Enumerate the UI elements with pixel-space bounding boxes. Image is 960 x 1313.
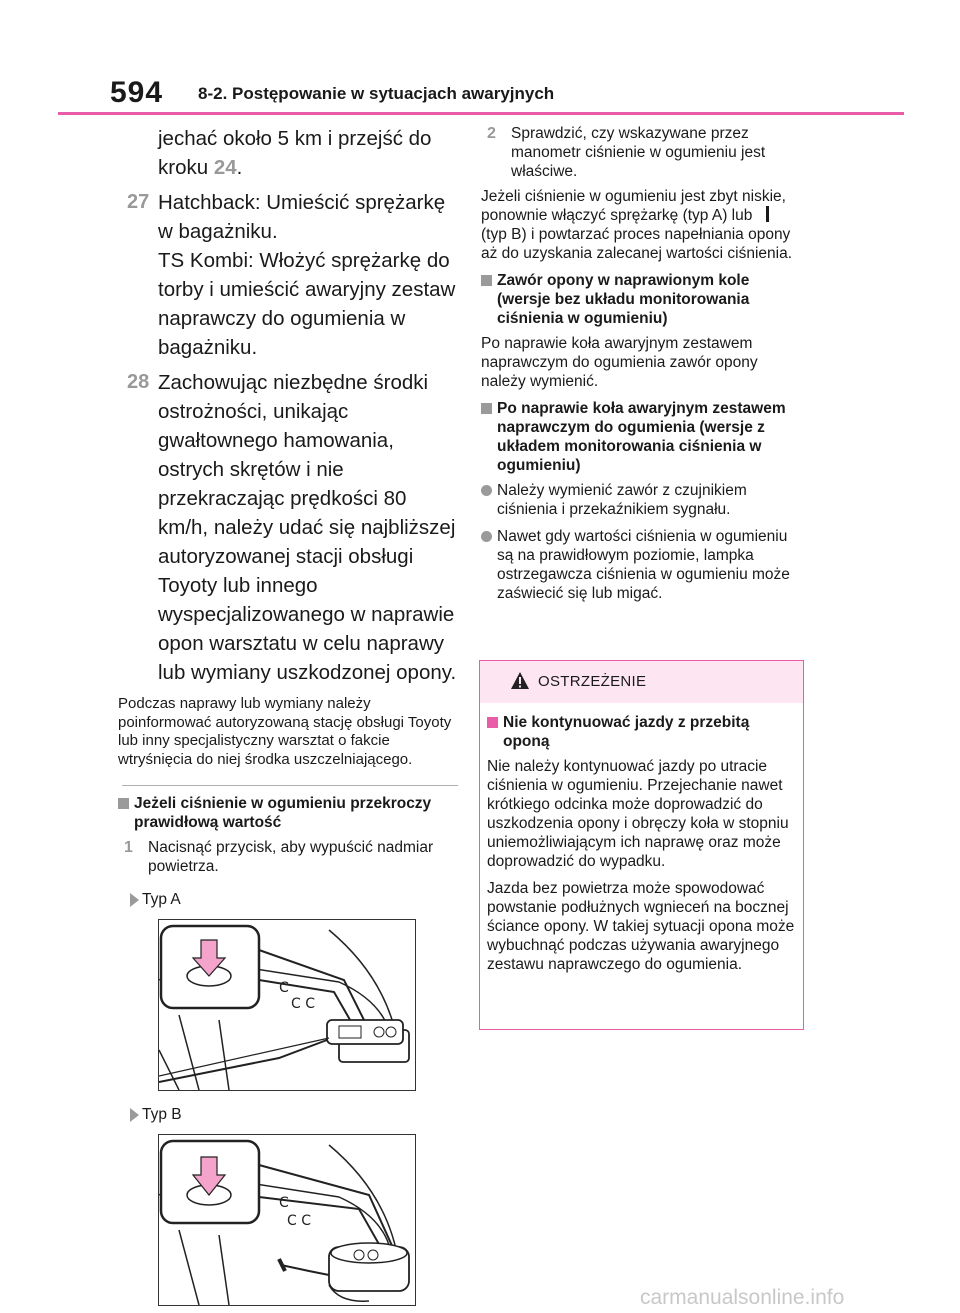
heading-after-repair: Po naprawie koła awaryjnym zestawem naprawczym do ogumienia (wersje z układem monitorowania ciśnienia w ogumieniu): [481, 399, 804, 475]
valve-paragraph: Po naprawie koła awaryjnym zestawem naprawczym do ogumienia zawór opony należy wymienić.: [481, 335, 758, 390]
svg-text:C: C: [279, 980, 289, 996]
warning-header: [480, 661, 803, 703]
triangle-marker-icon: [130, 1108, 139, 1122]
warning-title: OSTRZEŻENIE: [538, 673, 647, 690]
square-bullet-icon: [487, 717, 498, 728]
square-bullet-icon: [481, 275, 492, 286]
header-divider: [58, 112, 904, 115]
figure-type-a: [158, 919, 416, 1091]
warning-body: [480, 703, 803, 974]
step-28: 28 Zachowując niezbędne środki ostrożności, unikając gwałtownego hamowania, ostrych skrętów i nie przekraczając prędkości 80 km/h, należy udać się najbliższej autoryzowanej stacji obsługi Toyoty lub innego wyspecjalizowanego w naprawie opon warsztatu w celu naprawy lub wymiany uszkodzonej opony.: [118, 368, 458, 687]
svg-text:C: C: [279, 1195, 289, 1211]
svg-text:C C: C C: [287, 1213, 312, 1229]
round-bullet-icon: [481, 485, 492, 496]
step-number: 28: [127, 371, 150, 393]
page-number: 594: [110, 76, 164, 109]
triangle-marker-icon: [130, 893, 139, 907]
section-divider: [122, 785, 458, 786]
bullet-item: Należy wymienić zawór z czujnikiem ciśnienia i przekaźnikiem sygnału.: [481, 481, 804, 519]
compressor-type-b-illustration: [159, 1135, 415, 1305]
heading-valve-replacement: Zawór opony w naprawionym kole (wersje bez układu monitorowania ciśnienia w ogumieniu): [481, 271, 804, 328]
warning-paragraph: Jazda bez powietrza może spowodować powstanie podłużnych wgnieceń na bocznej ściance opony. W takiej sytuacji opona może wybuchnąć podczas używania awaryjnego zestawu naprawczego do ogumienia.: [487, 880, 795, 973]
type-b-label: Typ B: [118, 1105, 458, 1124]
compressor-type-a-illustration: [159, 920, 415, 1090]
continued-text: jechać około 5 km i przejść do kroku 24.: [158, 127, 432, 179]
step-number: 2: [487, 125, 496, 142]
step-2: 2 Sprawdzić, czy wskazywane przez manometr ciśnienie w ogumieniu jest właściwe.: [487, 125, 766, 180]
switch-symbol-icon: [766, 206, 769, 222]
refill-paragraph: Jeżeli ciśnienie w ogumieniu jest zbyt niskie, ponownie włączyć sprężarkę (typ A) lub(typ B) i powtarzać proces napełniania opony aż do uzyskania zalecanej wartości ciśnienia.: [481, 188, 793, 262]
square-bullet-icon: [481, 403, 492, 414]
bullet-item: Nawet gdy wartości ciśnienia w ogumieniu są na prawidłowym poziomie, lampka ostrzegawcza ciśnienia w ogumieniu może zaświecić się lub migać.: [481, 527, 804, 603]
note-text: Podczas naprawy lub wymiany należy poinformować autoryzowaną stację obsługi Toyoty lub inny specjalistyczny warsztat o fakcie wtryśnięcia do niej środka uszczelniającego.: [118, 695, 452, 768]
page-header: [0, 0, 960, 116]
square-bullet-icon: [118, 798, 129, 809]
left-column: [118, 124, 458, 1306]
step-number: 27: [127, 191, 150, 213]
type-a-label: Typ A: [118, 890, 458, 909]
warning-paragraph: Nie należy kontynuować jazdy po utracie ciśnienia w ogumieniu. Przejechanie nawet krótkiego odcinka może doprowadzić do uszkodzenia opony i obręczy koła w stopniu uniemożliwiającym ich naprawę oraz może doprowadzić do wypadku.: [487, 758, 789, 870]
step-reference: 24: [213, 156, 237, 179]
warning-heading: Nie kontynuować jazdy z przebitą oponą: [487, 713, 797, 751]
right-column: [481, 124, 804, 611]
step-1: 1 Nacisnąć przycisk, aby wypuścić nadmiar powietrza.: [124, 839, 434, 875]
step-27: 27 Hatchback: Umieścić sprężarkę w bagażniku. TS Kombi: Włożyć sprężarkę do torby i umieścić awaryjny zestaw naprawczy do ogumienia w bagażniku.: [118, 188, 458, 362]
watermark: carmanualsonline.info: [640, 1286, 845, 1309]
warning-box: [479, 660, 804, 1030]
section-title: 8-2. Postępowanie w sytuacjach awaryjnych: [198, 84, 555, 103]
svg-text:C C: C C: [291, 996, 316, 1012]
warning-triangle-icon: [510, 671, 530, 696]
figure-type-b: [158, 1134, 416, 1306]
heading-overpressure: Jeżeli ciśnienie w ogumieniu przekroczy prawidłową wartość: [118, 794, 458, 832]
step-number: 1: [124, 839, 133, 856]
round-bullet-icon: [481, 531, 492, 542]
